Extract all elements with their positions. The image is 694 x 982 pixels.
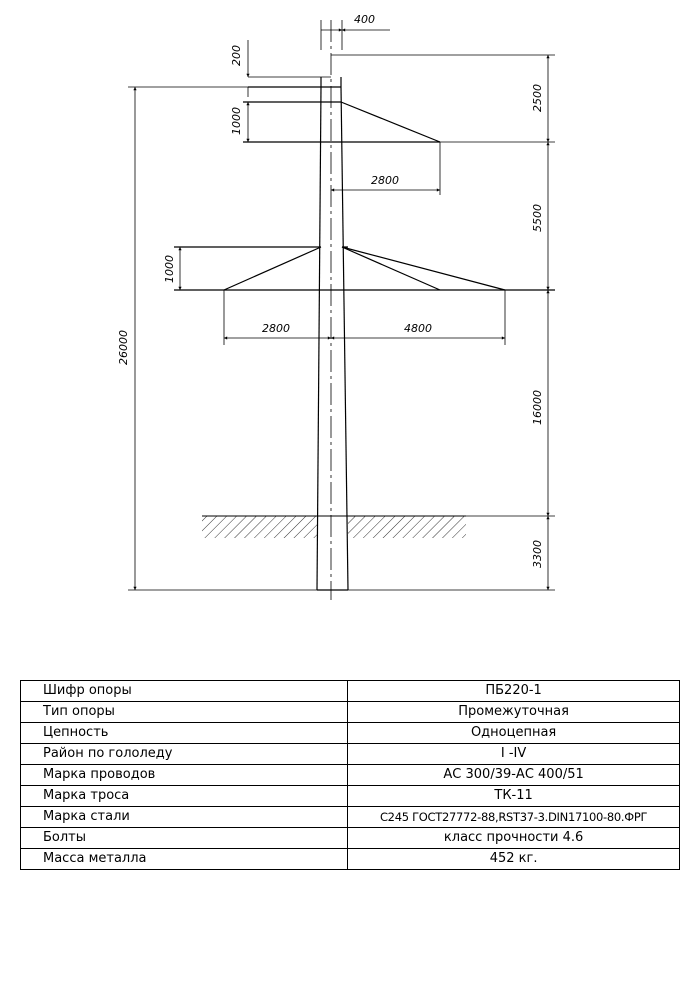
row-label: Район по гололеду [21,744,348,765]
dim-lower-arm-height: 1000 [163,255,176,283]
row-value: Одноцепная [348,723,680,744]
row-label: Масса металла [21,849,348,870]
dim-top-section: 2500 [531,84,544,112]
row-label: Марка проводов [21,765,348,786]
dim-peak: 200 [230,45,243,66]
table-row [21,723,680,744]
table-row [21,744,680,765]
table-row [21,828,680,849]
dim-top-arm-height: 1000 [230,107,243,135]
table-row [21,849,680,870]
row-label: Шифр опоры [21,681,348,702]
pole-top [248,77,341,87]
table-row [21,681,680,702]
table-row [21,807,680,828]
dim-above-ground: 16000 [531,390,544,425]
row-value: АС 300/39-АС 400/51 [348,765,680,786]
dim-left-arm-length: 2800 [262,322,290,335]
row-label: Марка троса [21,786,348,807]
row-label: Болты [21,828,348,849]
row-value: 452 кг. [348,849,680,870]
table-row [21,765,680,786]
row-value: Промежуточная [348,702,680,723]
dim-total-height: 26000 [117,330,130,365]
row-label: Тип опоры [21,702,348,723]
row-value: I -IV [348,744,680,765]
row-value: класс прочности 4.6 [348,828,680,849]
row-label: Марка стали [21,807,348,828]
dim-top-offset: 400 [354,13,375,26]
spec-table [20,680,680,870]
row-label: Цепность [21,723,348,744]
dim-top-arm-length: 2800 [371,174,399,187]
table-row [21,702,680,723]
lower-crossarm [174,247,555,290]
dim-mid-section: 5500 [531,204,544,232]
pole-shaft [317,20,348,600]
table-row [21,786,680,807]
dim-underground: 3300 [531,540,544,568]
row-value: С245 ГОСТ27772-88,RST37-3.DIN17100-80.ФРГ [348,807,680,828]
ground-hatching [202,516,466,538]
row-value: ПБ220-1 [348,681,680,702]
row-value: ТК-11 [348,786,680,807]
dim-right-arm-length: 4800 [404,322,432,335]
